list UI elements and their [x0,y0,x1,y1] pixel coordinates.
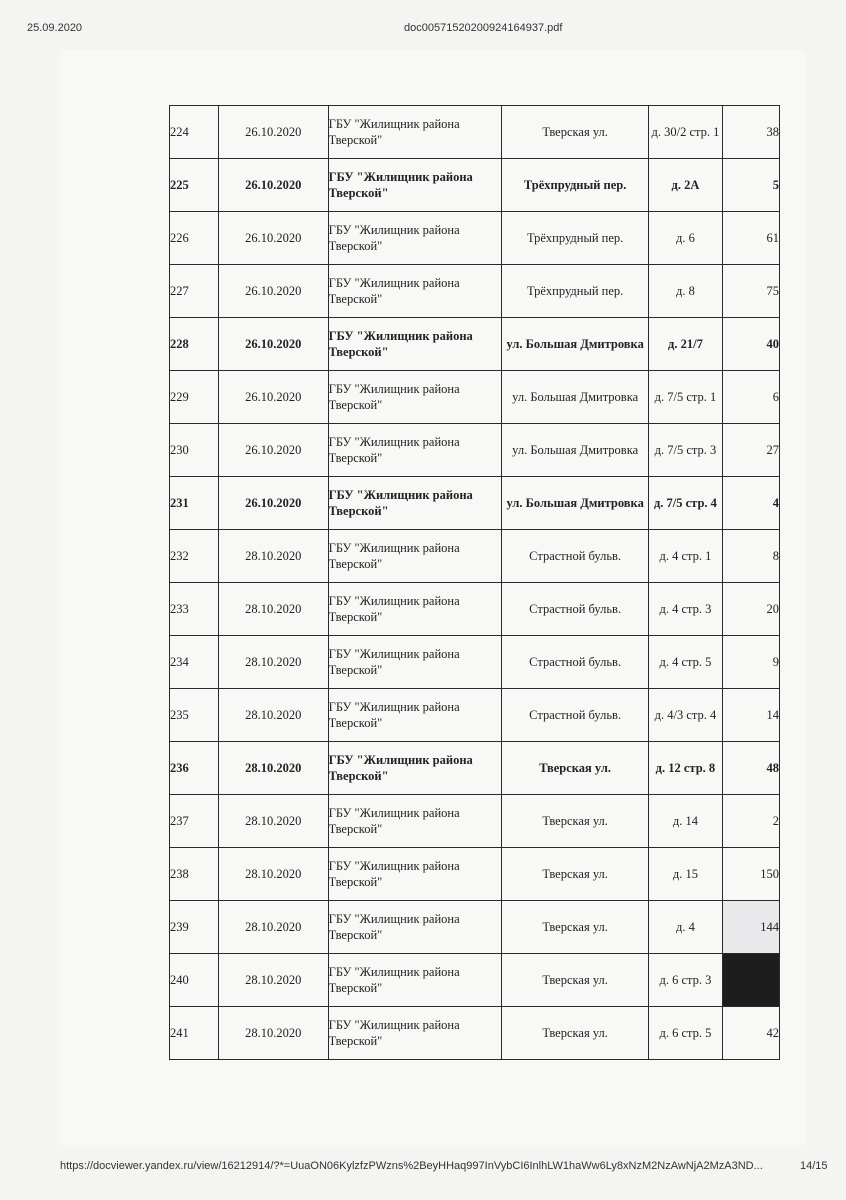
row-number: 224 [170,106,219,159]
row-count: 42 [723,1007,780,1060]
row-count: 14 [723,689,780,742]
table-row [170,901,780,954]
row-house: д. 21/7 [648,318,722,371]
row-number: 225 [170,159,219,212]
row-organization: ГБУ "Жилищник района Тверской" [328,477,502,530]
row-organization: ГБУ "Жилищник района Тверской" [328,106,502,159]
row-date: 26.10.2020 [218,371,328,424]
row-count: 38 [723,106,780,159]
table-row [170,1007,780,1060]
row-street: Страстной бульв. [502,689,648,742]
row-count: 5 [723,159,780,212]
row-number: 234 [170,636,219,689]
row-number: 241 [170,1007,219,1060]
table-row [170,742,780,795]
row-street: Страстной бульв. [502,530,648,583]
row-date: 28.10.2020 [218,530,328,583]
row-organization: ГБУ "Жилищник района Тверской" [328,742,502,795]
row-house: д. 14 [648,795,722,848]
row-date: 28.10.2020 [218,689,328,742]
table-row [170,530,780,583]
row-organization: ГБУ "Жилищник района Тверской" [328,212,502,265]
row-date: 26.10.2020 [218,265,328,318]
row-organization: ГБУ "Жилищник района Тверской" [328,318,502,371]
table-row [170,795,780,848]
registry-table [169,105,780,1060]
table-row [170,106,780,159]
table-row [170,636,780,689]
row-street: Тверская ул. [502,795,648,848]
row-count: 40 [723,318,780,371]
print-url: https://docviewer.yandex.ru/view/16212914/?*=UuaON06KylzfzPWzns%2BeyHHaq997InVybCI6InlhLW1haWw6Ly8xNzM2NzAwNjA2MzA3ND... [60,1160,763,1172]
row-organization: ГБУ "Жилищник района Тверской" [328,265,502,318]
row-street: Трёхпрудный пер. [502,212,648,265]
row-organization: ГБУ "Жилищник района Тверской" [328,424,502,477]
row-house: д. 4 стр. 3 [648,583,722,636]
row-street: ул. Большая Дмитровка [502,371,648,424]
page-number: 14/15 [800,1160,828,1172]
row-count: 75 [723,265,780,318]
row-number: 233 [170,583,219,636]
row-organization: ГБУ "Жилищник района Тверской" [328,1007,502,1060]
row-number: 226 [170,212,219,265]
row-number: 231 [170,477,219,530]
row-house: д. 4/3 стр. 4 [648,689,722,742]
row-organization: ГБУ "Жилищник района Тверской" [328,530,502,583]
row-street: ул. Большая Дмитровка [502,318,648,371]
row-date: 26.10.2020 [218,424,328,477]
table-row [170,212,780,265]
row-house: д. 12 стр. 8 [648,742,722,795]
row-date: 26.10.2020 [218,477,328,530]
row-house: д. 7/5 стр. 1 [648,371,722,424]
print-date: 25.09.2020 [27,22,83,34]
row-house: д. 7/5 стр. 3 [648,424,722,477]
table-row [170,954,780,1007]
row-house: д. 4 [648,901,722,954]
row-count: 20 [723,583,780,636]
table-row [170,848,780,901]
row-street: Страстной бульв. [502,583,648,636]
table-row [170,424,780,477]
row-organization: ГБУ "Жилищник района Тверской" [328,795,502,848]
row-street: Тверская ул. [502,954,648,1007]
row-date: 28.10.2020 [218,848,328,901]
row-date: 28.10.2020 [218,795,328,848]
row-date: 28.10.2020 [218,901,328,954]
table-row [170,371,780,424]
row-organization: ГБУ "Жилищник района Тверской" [328,159,502,212]
row-date: 26.10.2020 [218,106,328,159]
row-house: д. 30/2 стр. 1 [648,106,722,159]
row-date: 28.10.2020 [218,742,328,795]
row-organization: ГБУ "Жилищник района Тверской" [328,636,502,689]
print-filename: doc00571520200924164937.pdf [404,22,563,34]
row-street: Тверская ул. [502,1007,648,1060]
row-house: д. 6 стр. 3 [648,954,722,1007]
row-house: д. 4 стр. 5 [648,636,722,689]
row-date: 26.10.2020 [218,212,328,265]
row-number: 229 [170,371,219,424]
row-date: 28.10.2020 [218,636,328,689]
row-number: 235 [170,689,219,742]
row-count: 8 [723,530,780,583]
row-count: 48 [723,742,780,795]
row-organization: ГБУ "Жилищник района Тверской" [328,901,502,954]
table-row [170,477,780,530]
row-count: 4 [723,477,780,530]
row-house: д. 7/5 стр. 4 [648,477,722,530]
row-organization: ГБУ "Жилищник района Тверской" [328,583,502,636]
row-street: Тверская ул. [502,742,648,795]
row-number: 232 [170,530,219,583]
row-count: 2 [723,795,780,848]
row-date: 28.10.2020 [218,954,328,1007]
row-number: 227 [170,265,219,318]
table-row [170,265,780,318]
row-count: 144 [723,901,780,954]
row-organization: ГБУ "Жилищник района Тверской" [328,848,502,901]
row-organization: ГБУ "Жилищник района Тверской" [328,954,502,1007]
table-row [170,159,780,212]
row-number: 238 [170,848,219,901]
row-house: д. 6 стр. 5 [648,1007,722,1060]
row-count: 61 [723,212,780,265]
row-street: ул. Большая Дмитровка [502,424,648,477]
row-house: д. 8 [648,265,722,318]
row-date: 26.10.2020 [218,318,328,371]
row-street: Страстной бульв. [502,636,648,689]
row-street: Тверская ул. [502,106,648,159]
row-count: 9 [723,636,780,689]
row-count: 150 [723,848,780,901]
row-number: 228 [170,318,219,371]
row-date: 28.10.2020 [218,1007,328,1060]
row-street: ул. Большая Дмитровка [502,477,648,530]
row-house: д. 6 [648,212,722,265]
table-row [170,583,780,636]
row-number: 239 [170,901,219,954]
row-count: 6 [723,371,780,424]
row-house: д. 2А [648,159,722,212]
row-date: 28.10.2020 [218,583,328,636]
row-street: Трёхпрудный пер. [502,265,648,318]
row-street: Тверская ул. [502,901,648,954]
row-number: 236 [170,742,219,795]
row-house: д. 4 стр. 1 [648,530,722,583]
row-number: 230 [170,424,219,477]
row-organization: ГБУ "Жилищник района Тверской" [328,371,502,424]
row-date: 26.10.2020 [218,159,328,212]
row-organization: ГБУ "Жилищник района Тверской" [328,689,502,742]
row-count: 27 [723,424,780,477]
redacted-count-cell [723,954,780,1007]
row-number: 240 [170,954,219,1007]
row-number: 237 [170,795,219,848]
row-street: Трёхпрудный пер. [502,159,648,212]
row-street: Тверская ул. [502,848,648,901]
row-house: д. 15 [648,848,722,901]
table-row [170,689,780,742]
table-row [170,318,780,371]
